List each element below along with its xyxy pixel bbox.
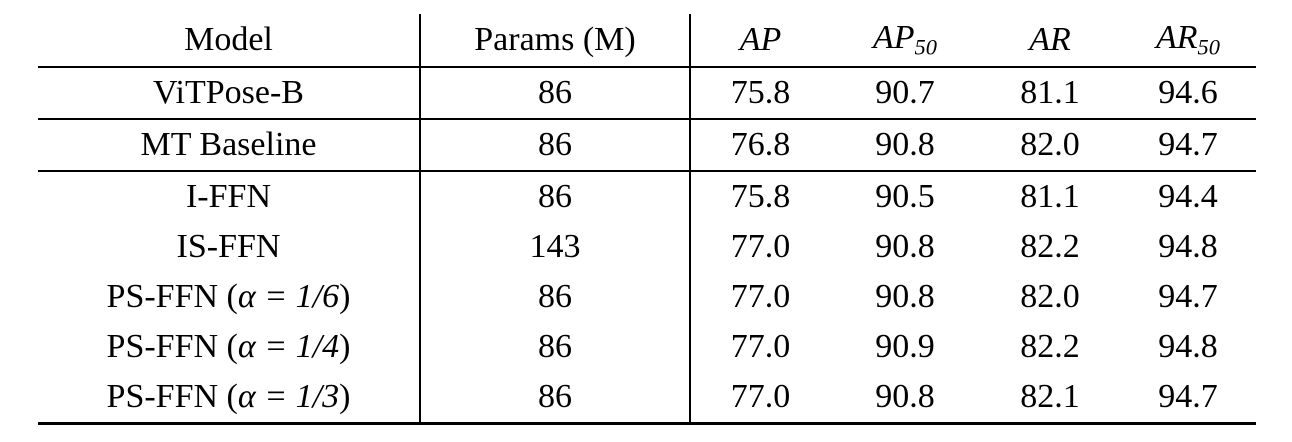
cell-model-prefix: PS-FFN ( <box>106 378 238 415</box>
column-header-ap: AP <box>739 21 782 58</box>
cell-ar50: 94.7 <box>1120 372 1256 424</box>
cell-model-alpha: α = 1/4 <box>237 328 340 365</box>
table-row <box>38 222 1256 272</box>
cell-ap: 77.0 <box>730 278 791 315</box>
cell-ap50: 90.8 <box>830 372 980 424</box>
cell-model-suffix: ) <box>339 278 351 315</box>
cell-ar: 82.0 <box>1020 278 1080 315</box>
cell-model <box>38 372 420 424</box>
cell-params: 86 <box>420 272 690 322</box>
cell-params: 143 <box>420 222 690 272</box>
cell-ap: 76.8 <box>690 119 830 171</box>
cell-model-alpha: α = 1/6 <box>237 278 340 315</box>
cell-model: MT Baseline <box>38 119 420 171</box>
cell-ap: 77.0 <box>730 328 791 365</box>
cell-ar50: 94.4 <box>1120 171 1256 222</box>
cell-params: 86 <box>420 372 690 424</box>
cell-ar: 82.2 <box>1020 328 1080 365</box>
cell-model: ViTPose-B <box>38 67 420 119</box>
results-table <box>38 14 1256 425</box>
cell-ap: 75.8 <box>690 171 830 222</box>
cell-ap50: 90.9 <box>875 328 935 365</box>
cell-ar50: 94.7 <box>1120 119 1256 171</box>
cell-params: 86 <box>420 171 690 222</box>
cell-model <box>38 322 420 372</box>
cell-model: IS-FFN <box>38 222 420 272</box>
cell-ap: 77.0 <box>690 372 830 424</box>
column-header-ap50: $AP_{50}$ <box>873 19 937 60</box>
cell-ar50: 94.8 <box>1158 228 1218 265</box>
cell-ar50: 94.8 <box>1158 328 1218 365</box>
column-header-params: Params (M) <box>420 14 690 67</box>
cell-ap50: 90.8 <box>830 119 980 171</box>
cell-model: I-FFN <box>38 171 420 222</box>
cell-ar: 82.1 <box>980 372 1120 424</box>
cell-model-suffix: ) <box>339 378 351 415</box>
cell-params: 86 <box>420 322 690 372</box>
table-row <box>38 272 1256 322</box>
cell-ar50: 94.7 <box>1158 278 1218 315</box>
cell-ap50: 90.8 <box>875 228 935 265</box>
cell-ap: 75.8 <box>690 67 830 119</box>
table-body <box>38 67 1256 424</box>
cell-model-suffix: ) <box>339 328 351 365</box>
table-row <box>38 171 1256 222</box>
cell-ar50: 94.6 <box>1120 67 1256 119</box>
cell-model-prefix: PS-FFN ( <box>106 278 238 315</box>
column-header-model: Model <box>38 14 420 67</box>
cell-ap50: 90.5 <box>830 171 980 222</box>
ap50-subscript: 50 <box>914 34 937 60</box>
table-row-highlighted <box>38 322 1256 372</box>
cell-ap50: 90.8 <box>875 278 935 315</box>
column-header-ar: AR <box>1029 21 1071 58</box>
table-header-row <box>38 14 1256 67</box>
cell-ar: 82.0 <box>980 119 1120 171</box>
cell-model <box>38 272 420 322</box>
cell-ap50: 90.7 <box>830 67 980 119</box>
cell-ap: 77.0 <box>730 228 791 265</box>
table-row <box>38 67 1256 119</box>
cell-params: 86 <box>420 67 690 119</box>
cell-ar: 81.1 <box>980 67 1120 119</box>
cell-model-alpha: α = 1/3 <box>237 378 340 415</box>
results-table-container <box>0 14 1292 442</box>
cell-ar: 81.1 <box>980 171 1120 222</box>
column-header-ar50: $AR_{50}$ <box>1156 19 1220 60</box>
cell-params: 86 <box>420 119 690 171</box>
table-row <box>38 119 1256 171</box>
ar50-subscript: 50 <box>1197 34 1220 60</box>
table-row <box>38 372 1256 424</box>
cell-model-prefix: PS-FFN ( <box>106 328 238 365</box>
cell-ar: 82.2 <box>1020 228 1080 265</box>
